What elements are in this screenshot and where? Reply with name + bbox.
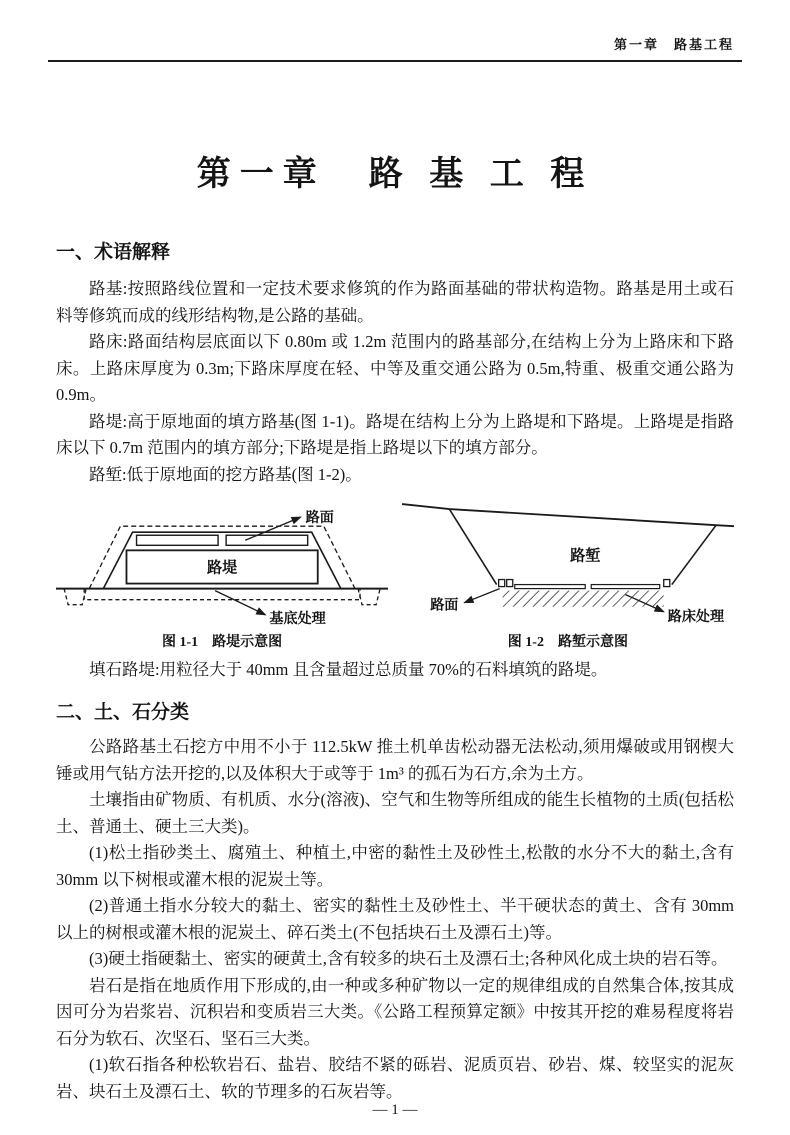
paragraph-rockfill-embankment: 填石路堤:用粒径大于 40mm 且含量超过总质量 70%的石料填筑的路堤。 (89, 659, 608, 679)
running-header: 第一章 路基工程 (613, 37, 734, 52)
label-road-surface: 路面 (305, 510, 334, 527)
section-heading-terminology: 一、术语解释 (56, 242, 171, 263)
page-number: — 1 — (372, 1102, 418, 1118)
paragraph-cutting-definition: 路堑:低于原地面的挖方路基(图 1-2)。 (89, 464, 362, 484)
figure-cutting-diagram (402, 498, 734, 651)
figures-row (56, 498, 734, 651)
section-heading-soil-rock-classification: 二、土、石分类 (56, 702, 190, 724)
paragraph-hard-soil: (3)硬土指硬黏土、密实的硬黄土,含有较多的块石土及漂石土;各种风化成土块的岩石等。 (89, 949, 728, 969)
label-cutting: 路堑 (569, 548, 601, 565)
paragraph-roadbed-definition: 路基:按照路线位置和一定技术要求修筑的作为路面基础的带状构造物。路基是用土或石料等修筑而成的线形结构物,是公路的基础。 (56, 279, 734, 325)
label-base-treatment: 基底处理 (269, 610, 326, 627)
label-road-surface-2: 路面 (429, 597, 459, 614)
label-roadbed-treatment: 路床处理 (667, 608, 724, 625)
figure1-caption: 图 1-1 路堤示意图 (162, 634, 283, 650)
paragraph-excavation-classification: 公路路基土石挖方中用不小于 112.5kW 推土机单齿松动器无法松动,须用爆破或用钢楔大锤或用气钻方法开挖的,以及体积大于或等于 1m³ 的孤石为石方,余为土方。 (56, 737, 734, 783)
paragraph-embankment-definition: 路堤:高于原地面的填方路基(图 1-1)。路堤在结构上分为上路堤和下路堤。上路堤是指路床以下 0.7m 范围内的填方部分;下路堤是指上路堤以下的填方部分。 (56, 411, 734, 457)
paragraph-roadbed-top-definition: 路床:路面结构层底面以下 0.80m 或 1.2m 范围内的路基部分,在结构上分为上路床和下路床。上路床厚度为 0.3m;下路床厚度在轻、中等及重交通公路为 0.5m,特重、极重交通公路为 0.9m。 (56, 332, 734, 404)
paragraph-loose-soil: (1)松土指砂类土、腐殖土、种植土,中密的黏性土及砂性土,松散的水分不大的黏土,含有 30mm 以下树根或灌木根的泥炭土等。 (56, 843, 734, 889)
label-embankment: 路堤 (207, 560, 238, 577)
paragraph-ordinary-soil: (2)普通土指水分较大的黏土、密实的黏性土及砂性土、半干硬状态的黄土、含有 30mm 以上的树根或灌木根的泥炭土、碎石类土(不包括块石土及漂石土)等。 (56, 896, 734, 942)
header-rule (48, 60, 742, 62)
figure-embankment-diagram (56, 498, 388, 651)
paragraph-rock-definition: 岩石是指在地质作用下形成的,由一种或多种矿物以一定的规律组成的自然集合体,按其成因可分为岩浆岩、沉积岩和变质岩三大类。《公路工程预算定额》中按其开挖的难易程度将岩石分为软石、次坚石、坚石三大类。 (56, 975, 734, 1048)
paragraph-soft-rock: (1)软石指各种松软岩石、盐岩、胶结不紧的砾岩、泥质页岩、砂岩、煤、较坚实的泥灰岩、块石土及漂石土、软的节理多的石灰岩等。 (56, 1055, 734, 1101)
subgrade-hatching (502, 591, 663, 607)
figure2-caption: 图 1-2 路堑示意图 (507, 634, 628, 650)
cutting-diagram-drawing (402, 498, 734, 629)
paragraph-soil-definition: 土壤指由矿物质、有机质、水分(溶液)、空气和生物等所组成的能生长植物的土质(包括松土、普通土、硬土三大类)。 (56, 790, 734, 836)
chapter-title: 第一章 路 基 工 程 (196, 156, 594, 193)
embankment-diagram-drawing (56, 498, 388, 629)
